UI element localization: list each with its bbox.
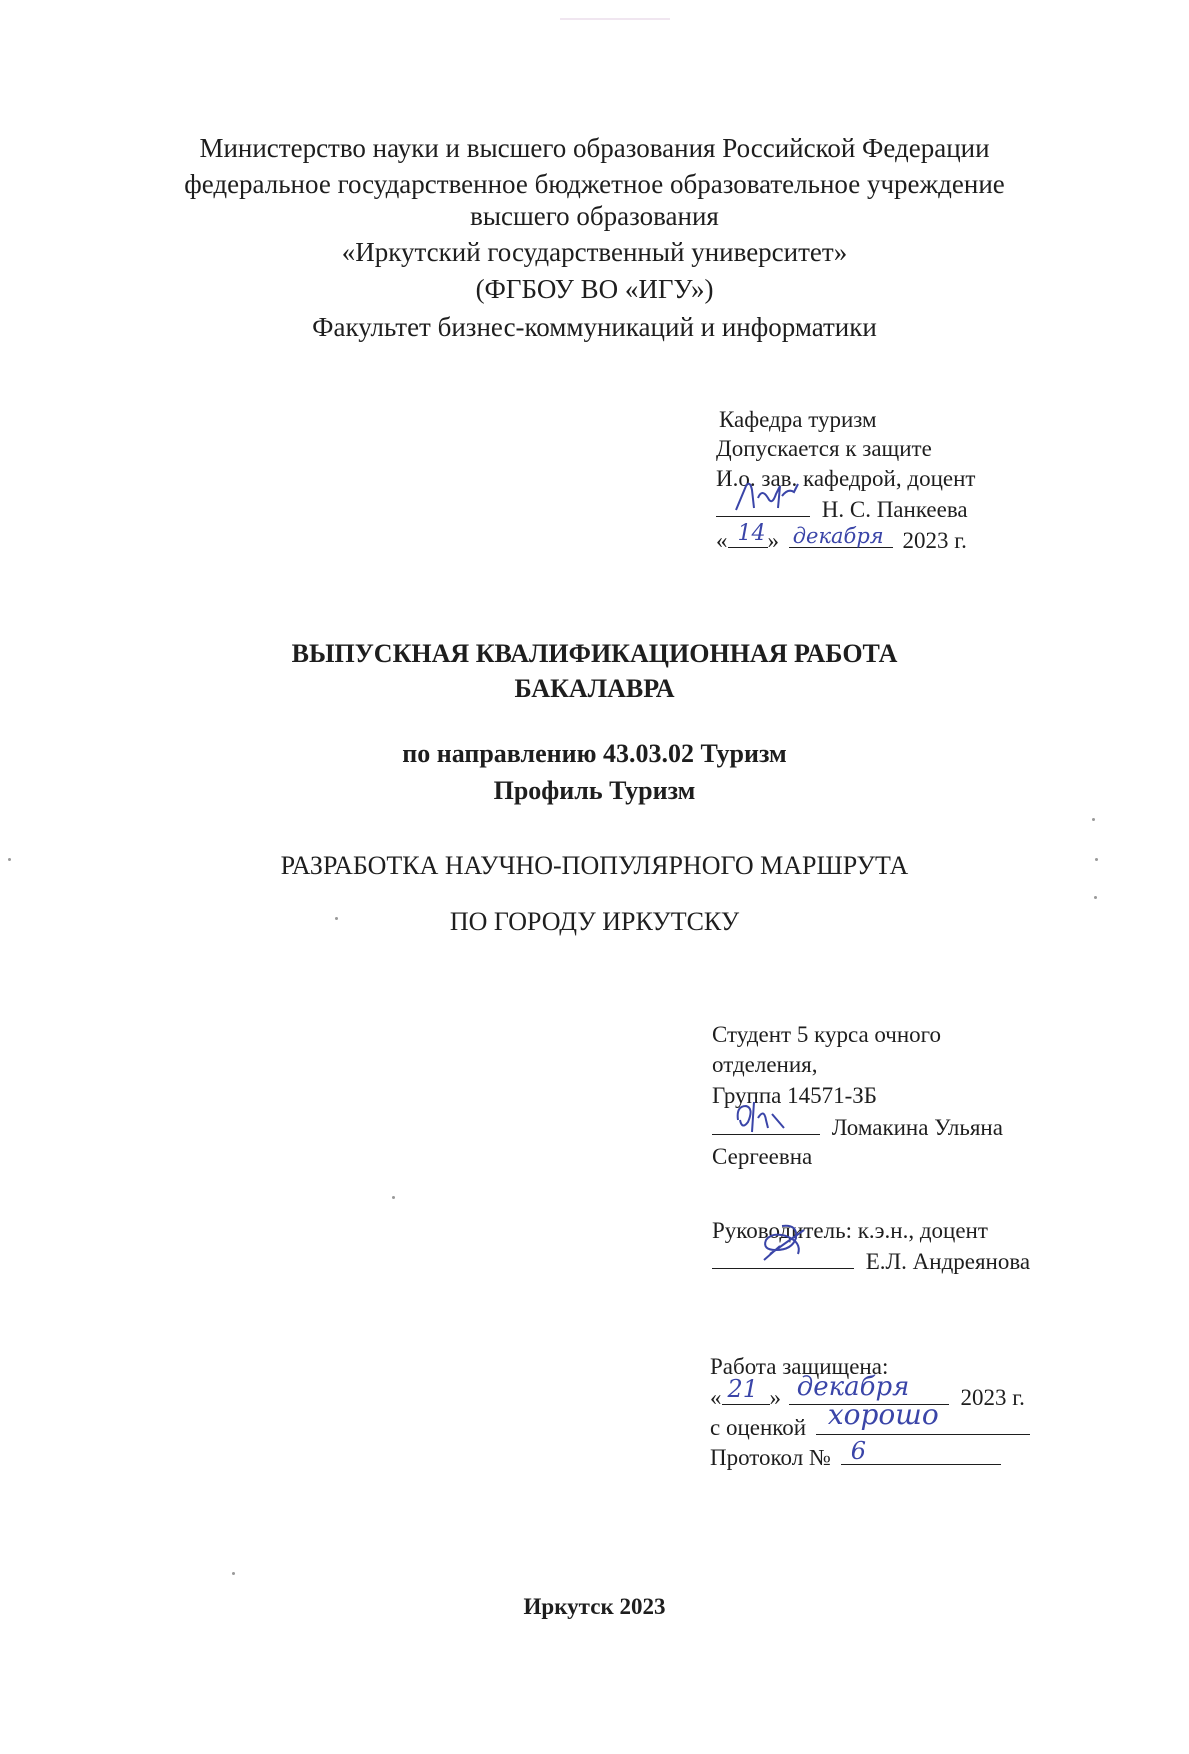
student-department: отделения, (712, 1052, 818, 1077)
student-course: Студент 5 курса очного (712, 1022, 942, 1047)
supervisor-title: Руководитель: к.э.н., доцент (712, 1218, 988, 1243)
work-profile: Профиль Туризм (493, 776, 696, 805)
scan-speck (1092, 818, 1095, 821)
signature-blank (712, 1112, 820, 1135)
work-topic-line2: ПО ГОРОДУ ИРКУТСКУ (449, 907, 740, 936)
date-day-handwritten: 14 (737, 521, 766, 546)
signature-blank (716, 494, 810, 517)
signature-image (732, 478, 800, 516)
header-line-university: «Иркутский государственный университет» (341, 237, 848, 267)
date-month-blank (789, 525, 893, 548)
header-line-institution-type: федеральное государственное бюджетное образовательное учреждение (184, 169, 1005, 199)
protocol-blank (841, 1437, 1001, 1465)
scan-speck (8, 858, 11, 861)
approval-department: Кафедра туризм (719, 407, 877, 432)
grade-blank (816, 1398, 1030, 1435)
signature-image (732, 1098, 792, 1136)
header-line-education-level: высшего образования (470, 201, 719, 231)
header-line-ministry: Министерство науки и высшего образования Российской Федерации (199, 133, 990, 163)
scan-speck (1095, 858, 1098, 861)
date-year: 2023 г. (960, 1385, 1025, 1410)
scan-speck (335, 917, 338, 920)
approval-position: И.о. зав. кафедрой, доцент (716, 466, 976, 491)
student-name-line2: Сергеевна (712, 1144, 813, 1169)
date-close-quote: » (767, 528, 779, 553)
grade-handwritten: хорошо (827, 1398, 939, 1431)
supervisor-name: Е.Л. Андреянова (865, 1249, 1031, 1274)
defense-grade-line (710, 1398, 1030, 1443)
scan-speck (1094, 896, 1097, 899)
approval-admitted: Допускается к защите (716, 436, 932, 461)
grade-label: с оценкой (710, 1415, 807, 1440)
student-group: Группа 14571-ЗБ (712, 1083, 878, 1108)
protocol-label: Протокол № (710, 1445, 831, 1470)
date-open-quote: « (710, 1385, 722, 1410)
date-open-quote: « (716, 528, 728, 553)
supervisor-signature-line (712, 1246, 1030, 1277)
date-day-blank (722, 1375, 770, 1405)
work-title-line1: ВЫПУСКНАЯ КВАЛИФИКАЦИОННАЯ РАБОТА (291, 639, 898, 668)
header-line-faculty: Факультет бизнес-коммуникаций и информатики (312, 312, 877, 342)
signature-image (752, 1220, 814, 1266)
student-signature-line (712, 1112, 1003, 1143)
defense-label: Работа защищена: (710, 1354, 889, 1379)
work-title-line2: БАКАЛАВРА (514, 674, 675, 703)
date-close-quote: » (769, 1385, 781, 1410)
header-line-abbreviation: (ФГБОУ ВО «ИГУ») (475, 274, 714, 304)
approval-date (716, 521, 967, 556)
student-name: Ломакина Ульяна (831, 1115, 1003, 1140)
scan-speck (392, 1196, 395, 1199)
scan-mark (560, 18, 670, 20)
date-month-handwritten: декабря (796, 1372, 910, 1402)
signature-blank (712, 1246, 854, 1269)
scan-speck (232, 1572, 235, 1575)
work-direction: по направлению 43.03.02 Туризм (402, 739, 787, 768)
approval-signatory: Н. С. Панкеева (821, 497, 968, 522)
work-topic-line1: РАЗРАБОТКА НАУЧНО-ПОПУЛЯРНОГО МАРШРУТА (280, 851, 909, 880)
defense-protocol-line (710, 1437, 1001, 1473)
date-month-handwritten: декабря (792, 524, 884, 548)
protocol-handwritten: 6 (850, 1437, 866, 1465)
city-year: Иркутск 2023 (523, 1594, 666, 1619)
date-day-handwritten: 21 (727, 1375, 759, 1403)
date-day-blank (728, 521, 768, 548)
date-year: 2023 г. (902, 528, 967, 553)
